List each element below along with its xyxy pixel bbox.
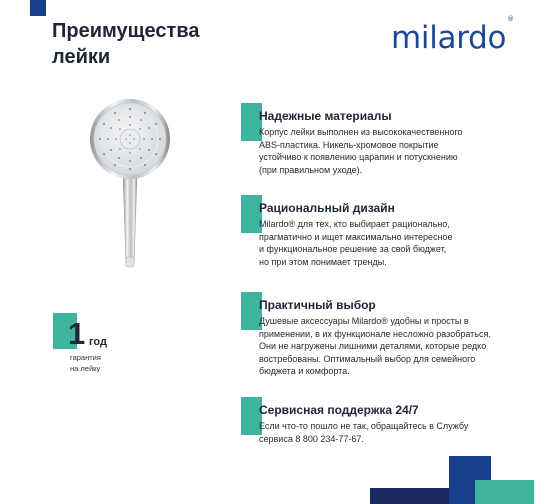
feature-line: применении, в их функционале несложно разобраться. [259, 328, 491, 339]
feature-description [259, 126, 559, 176]
registered-mark: ® [507, 14, 514, 23]
feature-line: востребованы. Оптимальный выбор для семейного [259, 353, 476, 364]
feature-line: но при этом понимает тренды. [259, 256, 387, 267]
warranty-caption-line: гарантия [70, 353, 101, 362]
shower-head-image [90, 95, 170, 280]
feature-title: Надежные материалы [259, 109, 392, 123]
feature-practical [259, 297, 559, 378]
feature-line: Milardo® для тех, кто выбирает рационально, [259, 219, 450, 229]
feature-title: Практичный выбор [259, 298, 376, 312]
logo-text: milardo [391, 20, 507, 56]
feature-line: устойчиво к появлению царапин и потускнению [259, 152, 458, 163]
title-line-1: Преимущества [52, 20, 200, 42]
feature-line: сервиса 8 800 234-77-67. [259, 433, 364, 444]
feature-line: Душевые аксессуары Milardo® удобны и просты в [259, 316, 469, 326]
feature-description [259, 218, 559, 268]
feature-title: Рациональный дизайн [259, 201, 395, 215]
warranty-years-number: 1 [68, 316, 86, 351]
corner-decor-teal [475, 480, 534, 504]
feature-service [259, 402, 559, 445]
feature-line: и функциональное решение за свой бюджет, [259, 244, 447, 255]
feature-design [259, 200, 559, 268]
title-line-2: лейки [52, 46, 111, 68]
feature-line: Если что-то пошло не так, обращайтесь в Службу [259, 421, 469, 431]
page-title [52, 18, 272, 70]
feature-description [259, 315, 559, 378]
corner-decor-square [30, 0, 46, 16]
feature-line: Корпус лейки выполнен из высококачественного [259, 127, 463, 137]
feature-materials [259, 108, 559, 176]
feature-line: Они не нагружены лишними деталями, которые редко [259, 341, 487, 352]
feature-description [259, 420, 559, 445]
feature-line: прагматично и ищет максимально интересное [259, 231, 453, 242]
warranty-caption-line: на лейку [70, 364, 101, 373]
warranty-years-unit: год [89, 336, 107, 348]
corner-decor-dark [370, 488, 450, 504]
feature-line: ABS-пластика. Никель-хромовое покрытие [259, 139, 439, 150]
milardo-logo [391, 14, 514, 56]
feature-title: Сервисная поддержка 24/7 [259, 403, 419, 417]
warranty-caption [70, 352, 160, 374]
feature-line: (при правильном уходе). [259, 164, 363, 175]
feature-line: бюджета и комфорта. [259, 366, 350, 377]
